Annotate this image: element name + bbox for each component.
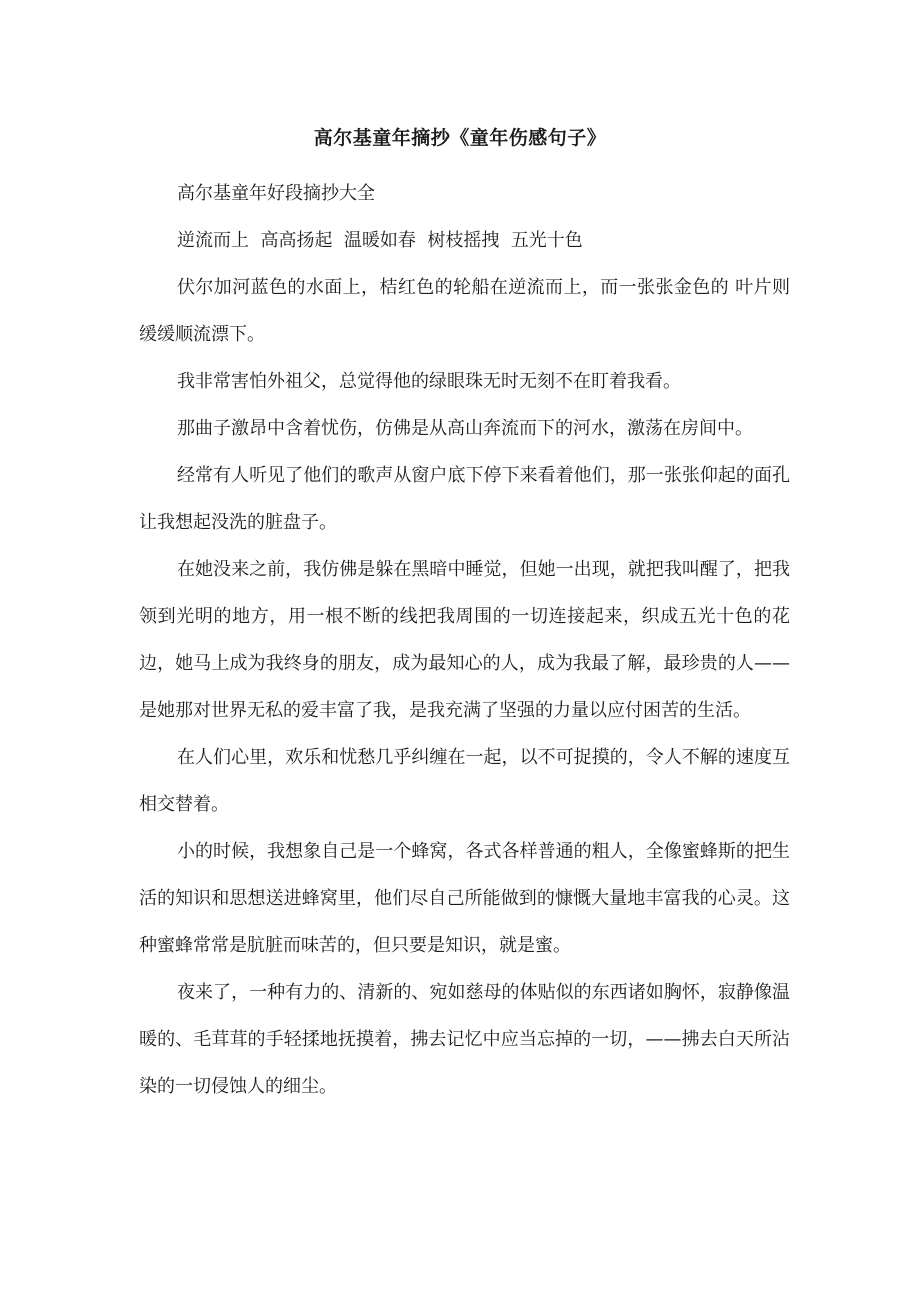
paragraph: 逆流而上 高高扬起 温暖如春 树枝摇拽 五光十色: [177, 230, 583, 251]
paragraph: 在她没来之前，我仿佛是躲在黑暗中睡觉，但她一出现，就把我叫醒了，把我领到光明的地方，用一根不断的线把我周围的一切连接起来，织成五光十色的花边，她马上成为我终身的朋友，成为最知心的人，成为我最了解，最珍贵的人——是她那对世界无私的爱丰富了我，是我充满了坚强的力量以应付困苦的生活。: [139, 559, 790, 721]
paragraph: 小的时候，我想象自己是一个蜂窝，各式各样普通的粗人，全像蜜蜂斯的把生活的知识和思想送进蜂窝里，他们尽自己所能做到的慷慨大量地丰富我的心灵。这种蜜蜂常常是肮脏而味苦的，但只要是知识，就是蜜。: [139, 841, 790, 956]
paragraph: 夜来了，一种有力的、清新的、宛如慈母的体贴似的东西诸如胸怀，寂静像温暖的、毛茸茸的手轻揉地抚摸着，拂去记忆中应当忘掉的一切，——拂去白天所沾染的一切侵蚀人的细尘。: [139, 982, 790, 1097]
paragraph: 高尔基童年好段摘抄大全: [177, 183, 375, 204]
document-title: 高尔基童年摘抄《童年伤感句子》: [313, 127, 607, 149]
paragraph: 那曲子激昂中含着忧伤，仿佛是从高山奔流而下的河水，激荡在房间中。: [177, 418, 753, 439]
paragraph: 我非常害怕外祖父，总觉得他的绿眼珠无时无刻不在盯着我看。: [177, 371, 681, 392]
paragraph: 伏尔加河蓝色的水面上，桔红色的轮船在逆流而上，而一张张金色的 叶片则缓缓顺流漂下。: [139, 277, 790, 345]
paragraph: 在人们心里，欢乐和忧愁几乎纠缠在一起，以不可捉摸的，令人不解的速度互相交替着。: [139, 747, 790, 815]
paragraph: 经常有人听见了他们的歌声从窗户底下停下来看着他们，那一张张仰起的面孔让我想起没洗的脏盘子。: [139, 465, 790, 533]
document-body: [139, 170, 790, 1110]
